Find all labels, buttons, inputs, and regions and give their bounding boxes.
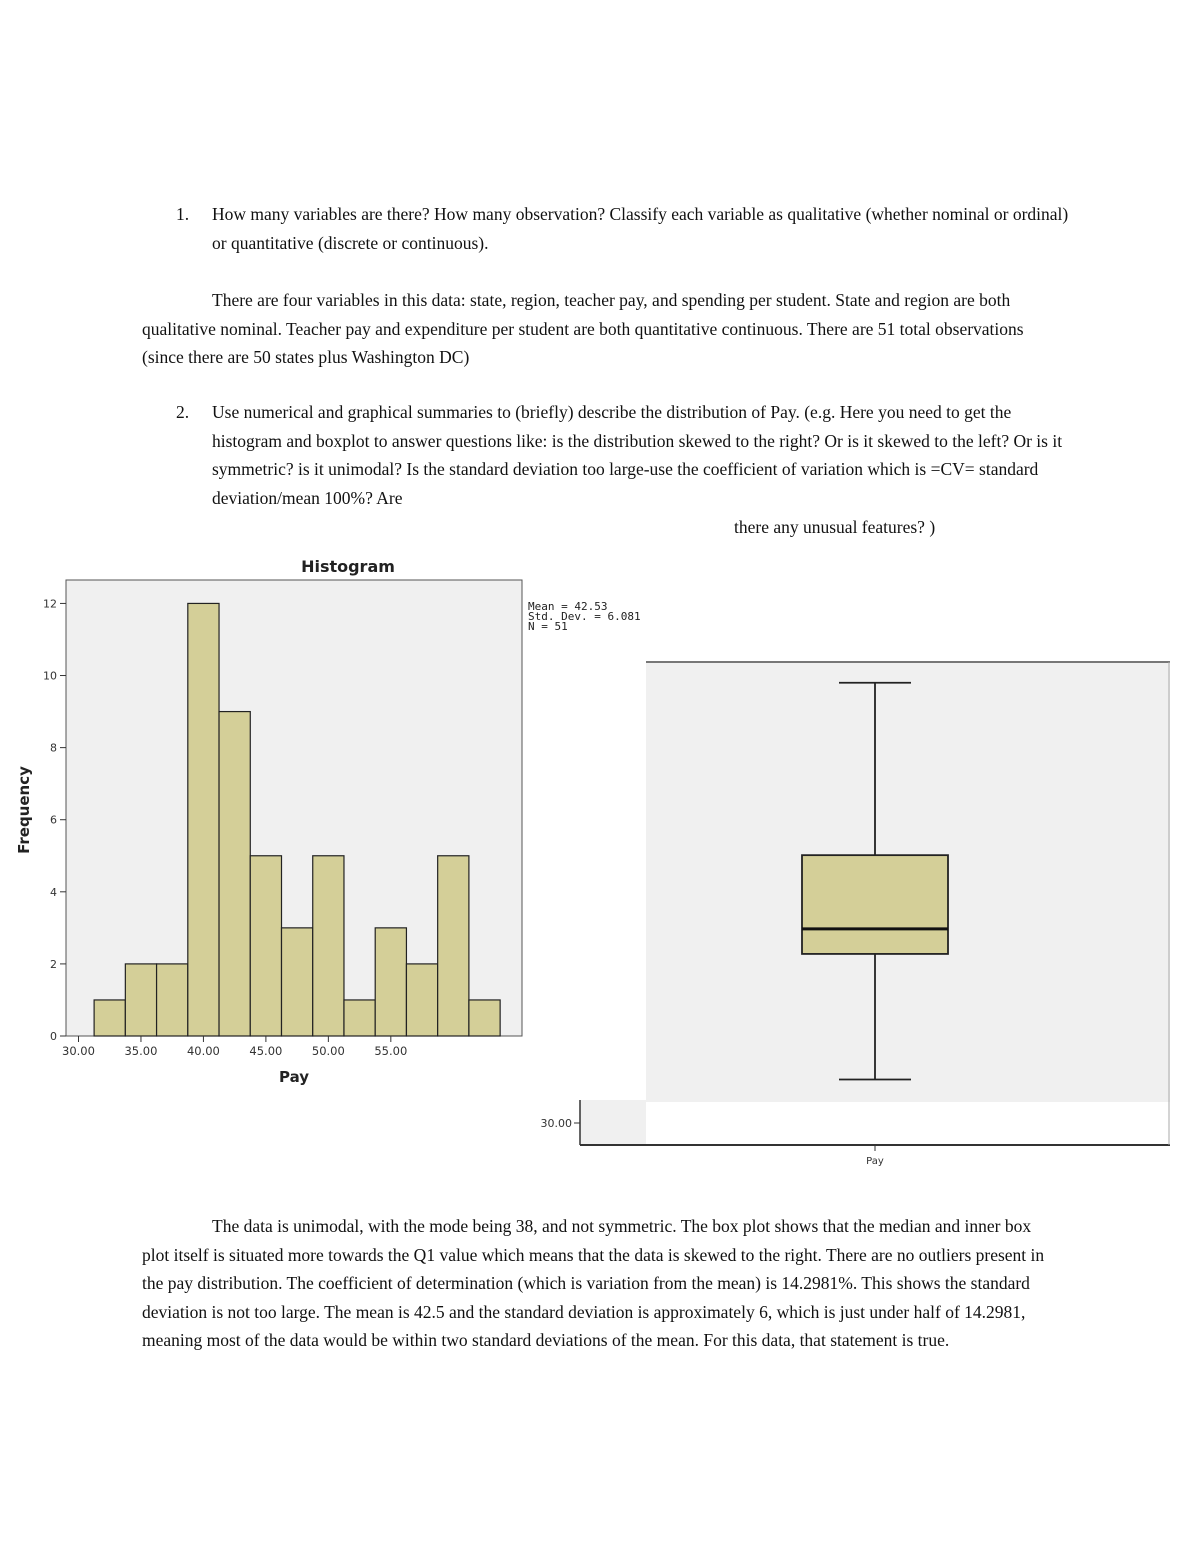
- histogram-y-tick-label: 12: [43, 597, 57, 611]
- histogram-bar: [375, 928, 406, 1036]
- histogram-bar: [157, 964, 188, 1036]
- histogram-summary-stats: [528, 602, 641, 632]
- stat-n: N = 51: [528, 620, 568, 633]
- histogram-bar: [282, 928, 313, 1036]
- answer-2-paragraph: The data is unimodal, with the mode being 38, and not symmetric. The box plot shows that the median and inner box plot itself is situated more towards the Q1 value which means that the data is skewed to the right. There are no outliers present in the pay distribution. The coefficient of determination (which is variation from the mean) is 14.2981%. This shows the standard deviation is not too large. The mean is 42.5 and the standard deviation is approximately 6, which is just under half of 14.2981, meaning most of the data would be within two standard deviations of the mean. For this data, that statement is true.: [142, 1216, 1045, 1350]
- question-1-number: 1.: [176, 204, 190, 224]
- boxplot-y-tick-label: 30.00: [540, 1117, 572, 1130]
- histogram-bar: [438, 856, 469, 1036]
- histogram-bar: [219, 712, 250, 1036]
- pay-histogram: [0, 548, 530, 1093]
- question-2-number: 2.: [176, 402, 190, 422]
- histogram-x-tick-label: 45.00: [249, 1044, 283, 1058]
- histogram-y-tick-label: 8: [50, 741, 57, 755]
- histogram-y-label: Frequency: [15, 766, 33, 854]
- histogram-x-tick-label: 30.00: [62, 1044, 95, 1058]
- histogram-y-tick-label: 2: [50, 957, 57, 971]
- histogram-x-tick-label: 55.00: [374, 1044, 408, 1058]
- histogram-bar: [94, 1000, 125, 1036]
- stat-mean: Mean = 42.53: [528, 600, 608, 613]
- histogram-y-tick-label: 0: [50, 1030, 57, 1043]
- histogram-bar: [250, 856, 281, 1036]
- stat-std-dev: Std. Dev. = 6.081: [528, 610, 641, 623]
- histogram-x-tick-label: 35.00: [124, 1044, 158, 1058]
- question-2-tail: there any unusual features? ): [734, 517, 936, 537]
- histogram-y-tick-label: 4: [50, 885, 57, 899]
- pay-boxplot: [530, 650, 1180, 1180]
- histogram-bar: [469, 1000, 500, 1036]
- question-2: [176, 398, 1076, 512]
- histogram-y-tick-label: 10: [43, 669, 57, 683]
- histogram-bar: [406, 964, 437, 1036]
- histogram-x-tick-label: 50.00: [311, 1044, 345, 1058]
- question-1: [176, 200, 1076, 257]
- histogram-bar: [188, 603, 219, 1036]
- question-2-text: Use numerical and graphical summaries to (briefly) describe the distribution of Pay. (e.g. Here you need to get the histogram and boxplot to answer questions like: is the distribution skewed to the right? Or is it skewed to the left? Or is it symmetric? is it unimodal? Is the standard deviation too large-use the coefficient of variation which is =CV= standard deviation/mean 100%? Are: [212, 402, 1063, 508]
- histogram-title: Histogram: [301, 557, 395, 576]
- histogram-x-tick-label: 40.00: [186, 1044, 220, 1058]
- answer-1-paragraph: There are four variables in this data: state, region, teacher pay, and spending per student. State and region are both qualitative nominal. Teacher pay and expenditure per student are both quantitative continuous. There are 51 total observations (since there are 50 states plus Washington DC): [142, 290, 1024, 367]
- histogram-bar: [344, 1000, 375, 1036]
- boxplot-left-area: [580, 1100, 646, 1146]
- question-1-text: How many variables are there? How many observation? Classify each variable as qualitative (whether nominal or ordinal) or quantitative (discrete or continuous).: [212, 204, 1069, 253]
- histogram-bar: [125, 964, 156, 1036]
- boxplot-box: [802, 855, 948, 954]
- histogram-y-tick-label: 6: [50, 813, 57, 827]
- histogram-bar: [313, 856, 344, 1036]
- boxplot-category-label: Pay: [866, 1156, 884, 1167]
- histogram-x-label: Pay: [278, 1068, 310, 1086]
